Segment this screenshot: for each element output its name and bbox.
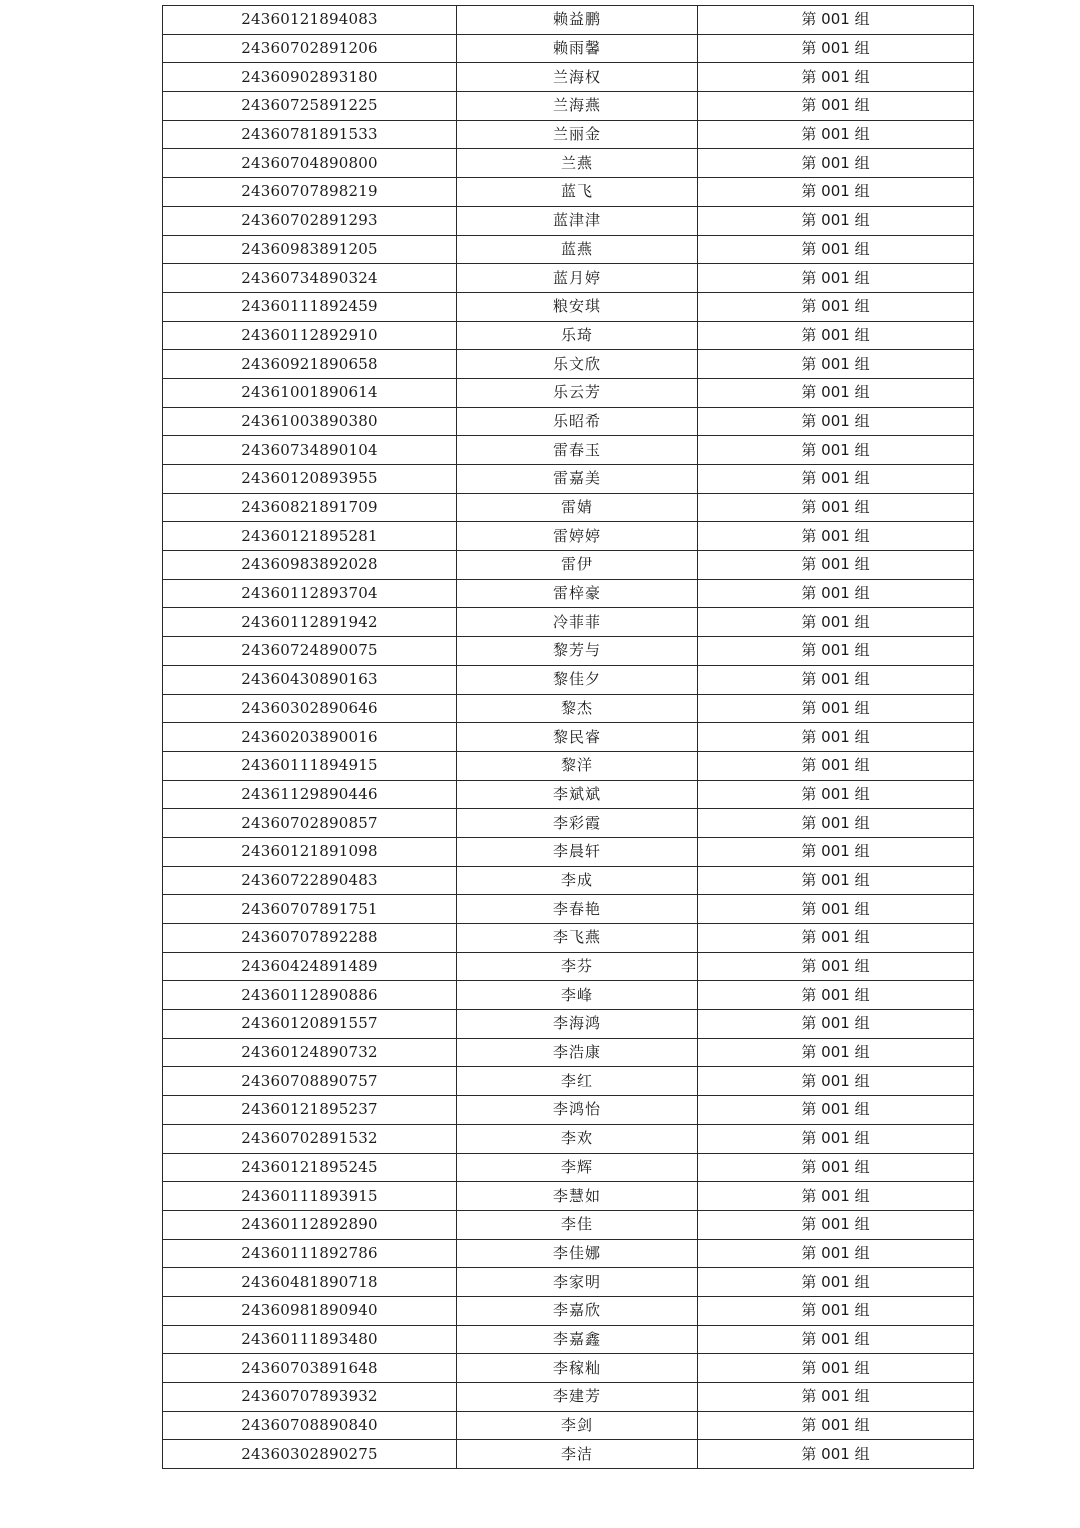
candidate-name-cell: 雷婧 xyxy=(457,493,698,522)
candidate-name-cell: 李嘉鑫 xyxy=(457,1325,698,1354)
group-cell: 第 001 组 xyxy=(698,723,974,752)
group-cell: 第 001 组 xyxy=(698,952,974,981)
candidate-name-cell: 雷婷婷 xyxy=(457,522,698,551)
group-cell: 第 001 组 xyxy=(698,1440,974,1469)
candidate-id-cell: 24360203890016 xyxy=(163,723,457,752)
group-cell: 第 001 组 xyxy=(698,1325,974,1354)
candidate-id-cell: 24360111892459 xyxy=(163,292,457,321)
candidate-name-cell: 李欢 xyxy=(457,1124,698,1153)
candidate-id-cell: 24360734890104 xyxy=(163,436,457,465)
candidate-id-cell: 24360702891532 xyxy=(163,1124,457,1153)
table-row xyxy=(163,1440,974,1469)
group-cell: 第 001 组 xyxy=(698,522,974,551)
group-cell: 第 001 组 xyxy=(698,292,974,321)
group-cell: 第 001 组 xyxy=(698,378,974,407)
candidate-name-cell: 雷春玉 xyxy=(457,436,698,465)
candidate-name-cell: 李红 xyxy=(457,1067,698,1096)
candidate-id-cell: 24360430890163 xyxy=(163,665,457,694)
candidate-id-cell: 24360120891557 xyxy=(163,1010,457,1039)
table-row xyxy=(163,522,974,551)
candidate-name-cell: 李峰 xyxy=(457,981,698,1010)
table-row xyxy=(163,92,974,121)
table-row xyxy=(163,809,974,838)
candidate-name-cell: 蓝飞 xyxy=(457,178,698,207)
group-cell: 第 001 组 xyxy=(698,321,974,350)
candidate-name-cell: 黎洋 xyxy=(457,751,698,780)
table-row xyxy=(163,924,974,953)
table-row xyxy=(163,378,974,407)
candidate-id-cell: 24360704890800 xyxy=(163,149,457,178)
group-cell: 第 001 组 xyxy=(698,608,974,637)
candidate-name-cell: 李晨轩 xyxy=(457,837,698,866)
group-cell: 第 001 组 xyxy=(698,493,974,522)
candidate-name-cell: 兰海权 xyxy=(457,63,698,92)
candidate-id-cell: 24360821891709 xyxy=(163,493,457,522)
candidate-name-cell: 乐文欣 xyxy=(457,350,698,379)
group-cell: 第 001 组 xyxy=(698,1153,974,1182)
candidate-id-cell: 24360121895281 xyxy=(163,522,457,551)
candidate-name-cell: 李嘉欣 xyxy=(457,1296,698,1325)
candidate-name-cell: 蓝燕 xyxy=(457,235,698,264)
table-row xyxy=(163,1411,974,1440)
table-row xyxy=(163,1067,974,1096)
candidate-id-cell: 24360781891533 xyxy=(163,120,457,149)
candidate-name-cell: 乐云芳 xyxy=(457,378,698,407)
candidate-id-cell: 24360111893915 xyxy=(163,1182,457,1211)
roster-sheet xyxy=(162,5,973,1469)
group-cell: 第 001 组 xyxy=(698,1411,974,1440)
candidate-id-cell: 24360921890658 xyxy=(163,350,457,379)
candidate-name-cell: 乐昭希 xyxy=(457,407,698,436)
roster-table xyxy=(162,5,974,1469)
candidate-name-cell: 雷梓豪 xyxy=(457,579,698,608)
candidate-id-cell: 24360120893955 xyxy=(163,465,457,494)
group-cell: 第 001 组 xyxy=(698,178,974,207)
group-cell: 第 001 组 xyxy=(698,866,974,895)
table-row xyxy=(163,551,974,580)
candidate-id-cell: 24360124890732 xyxy=(163,1038,457,1067)
candidate-name-cell: 黎民睿 xyxy=(457,723,698,752)
table-row xyxy=(163,1383,974,1412)
group-cell: 第 001 组 xyxy=(698,1038,974,1067)
candidate-id-cell: 24361001890614 xyxy=(163,378,457,407)
candidate-name-cell: 李佳娜 xyxy=(457,1239,698,1268)
candidate-id-cell: 24360702890857 xyxy=(163,809,457,838)
group-cell: 第 001 组 xyxy=(698,407,974,436)
table-row xyxy=(163,493,974,522)
table-row xyxy=(163,264,974,293)
group-cell: 第 001 组 xyxy=(698,551,974,580)
group-cell: 第 001 组 xyxy=(698,149,974,178)
group-cell: 第 001 组 xyxy=(698,436,974,465)
table-row xyxy=(163,780,974,809)
table-row xyxy=(163,1096,974,1125)
table-row xyxy=(163,292,974,321)
candidate-name-cell: 蓝津津 xyxy=(457,206,698,235)
candidate-id-cell: 24360981890940 xyxy=(163,1296,457,1325)
group-cell: 第 001 组 xyxy=(698,206,974,235)
table-row xyxy=(163,981,974,1010)
group-cell: 第 001 组 xyxy=(698,1239,974,1268)
table-row xyxy=(163,637,974,666)
group-cell: 第 001 组 xyxy=(698,1010,974,1039)
table-row xyxy=(163,723,974,752)
candidate-id-cell: 24360708890757 xyxy=(163,1067,457,1096)
table-row xyxy=(163,436,974,465)
candidate-id-cell: 24360707891751 xyxy=(163,895,457,924)
candidate-name-cell: 李彩霞 xyxy=(457,809,698,838)
candidate-name-cell: 兰燕 xyxy=(457,149,698,178)
candidate-id-cell: 24360111892786 xyxy=(163,1239,457,1268)
table-row xyxy=(163,665,974,694)
table-row xyxy=(163,1296,974,1325)
candidate-id-cell: 24360983891205 xyxy=(163,235,457,264)
candidate-name-cell: 李稼籼 xyxy=(457,1354,698,1383)
table-row xyxy=(163,120,974,149)
candidate-id-cell: 24360724890075 xyxy=(163,637,457,666)
candidate-id-cell: 24361129890446 xyxy=(163,780,457,809)
candidate-name-cell: 李剑 xyxy=(457,1411,698,1440)
candidate-name-cell: 粮安琪 xyxy=(457,292,698,321)
table-row xyxy=(163,34,974,63)
table-row xyxy=(163,1010,974,1039)
candidate-id-cell: 24360112890886 xyxy=(163,981,457,1010)
group-cell: 第 001 组 xyxy=(698,981,974,1010)
group-cell: 第 001 组 xyxy=(698,264,974,293)
candidate-name-cell: 李成 xyxy=(457,866,698,895)
candidate-name-cell: 黎佳夕 xyxy=(457,665,698,694)
candidate-name-cell: 蓝月婷 xyxy=(457,264,698,293)
group-cell: 第 001 组 xyxy=(698,350,974,379)
candidate-name-cell: 李海鸿 xyxy=(457,1010,698,1039)
table-row xyxy=(163,206,974,235)
table-row xyxy=(163,1268,974,1297)
candidate-id-cell: 24360707898219 xyxy=(163,178,457,207)
candidate-name-cell: 李佳 xyxy=(457,1210,698,1239)
group-cell: 第 001 组 xyxy=(698,694,974,723)
table-row xyxy=(163,407,974,436)
candidate-id-cell: 24360902893180 xyxy=(163,63,457,92)
candidate-name-cell: 冷菲菲 xyxy=(457,608,698,637)
table-row xyxy=(163,6,974,35)
table-row xyxy=(163,608,974,637)
group-cell: 第 001 组 xyxy=(698,1354,974,1383)
candidate-id-cell: 24360708890840 xyxy=(163,1411,457,1440)
candidate-name-cell: 兰海燕 xyxy=(457,92,698,121)
candidate-name-cell: 雷伊 xyxy=(457,551,698,580)
candidate-id-cell: 24360702891206 xyxy=(163,34,457,63)
table-row xyxy=(163,149,974,178)
table-row xyxy=(163,1239,974,1268)
group-cell: 第 001 组 xyxy=(698,1383,974,1412)
group-cell: 第 001 组 xyxy=(698,92,974,121)
group-cell: 第 001 组 xyxy=(698,1210,974,1239)
table-row xyxy=(163,465,974,494)
group-cell: 第 001 组 xyxy=(698,1268,974,1297)
candidate-id-cell: 24360121891098 xyxy=(163,837,457,866)
candidate-name-cell: 李辉 xyxy=(457,1153,698,1182)
candidate-id-cell: 24360302890646 xyxy=(163,694,457,723)
candidate-id-cell: 24360707893932 xyxy=(163,1383,457,1412)
group-cell: 第 001 组 xyxy=(698,120,974,149)
candidate-id-cell: 24360112892890 xyxy=(163,1210,457,1239)
candidate-id-cell: 24360112893704 xyxy=(163,579,457,608)
candidate-id-cell: 24360111893480 xyxy=(163,1325,457,1354)
table-row xyxy=(163,1354,974,1383)
table-row xyxy=(163,1153,974,1182)
table-row xyxy=(163,837,974,866)
candidate-id-cell: 24360111894915 xyxy=(163,751,457,780)
group-cell: 第 001 组 xyxy=(698,465,974,494)
table-row xyxy=(163,1182,974,1211)
candidate-id-cell: 24360121895237 xyxy=(163,1096,457,1125)
table-row xyxy=(163,1210,974,1239)
group-cell: 第 001 组 xyxy=(698,63,974,92)
group-cell: 第 001 组 xyxy=(698,6,974,35)
table-row xyxy=(163,751,974,780)
candidate-name-cell: 李家明 xyxy=(457,1268,698,1297)
candidate-name-cell: 李飞燕 xyxy=(457,924,698,953)
table-row xyxy=(163,235,974,264)
table-row xyxy=(163,1325,974,1354)
candidate-id-cell: 24360424891489 xyxy=(163,952,457,981)
candidate-name-cell: 黎杰 xyxy=(457,694,698,723)
candidate-id-cell: 24360481890718 xyxy=(163,1268,457,1297)
table-row xyxy=(163,694,974,723)
roster-table-body xyxy=(163,6,974,1469)
candidate-id-cell: 24360121894083 xyxy=(163,6,457,35)
candidate-name-cell: 雷嘉美 xyxy=(457,465,698,494)
candidate-name-cell: 赖雨馨 xyxy=(457,34,698,63)
candidate-id-cell: 24360702891293 xyxy=(163,206,457,235)
group-cell: 第 001 组 xyxy=(698,837,974,866)
candidate-id-cell: 24360112891942 xyxy=(163,608,457,637)
candidate-name-cell: 李洁 xyxy=(457,1440,698,1469)
group-cell: 第 001 组 xyxy=(698,1067,974,1096)
group-cell: 第 001 组 xyxy=(698,809,974,838)
table-row xyxy=(163,952,974,981)
candidate-name-cell: 李斌斌 xyxy=(457,780,698,809)
table-row xyxy=(163,178,974,207)
candidate-id-cell: 24360302890275 xyxy=(163,1440,457,1469)
candidate-id-cell: 24360112892910 xyxy=(163,321,457,350)
candidate-name-cell: 黎芳与 xyxy=(457,637,698,666)
group-cell: 第 001 组 xyxy=(698,1096,974,1125)
group-cell: 第 001 组 xyxy=(698,34,974,63)
group-cell: 第 001 组 xyxy=(698,235,974,264)
table-row xyxy=(163,321,974,350)
candidate-id-cell: 24360734890324 xyxy=(163,264,457,293)
group-cell: 第 001 组 xyxy=(698,1296,974,1325)
group-cell: 第 001 组 xyxy=(698,924,974,953)
candidate-id-cell: 24360703891648 xyxy=(163,1354,457,1383)
candidate-name-cell: 李慧如 xyxy=(457,1182,698,1211)
group-cell: 第 001 组 xyxy=(698,895,974,924)
table-row xyxy=(163,1124,974,1153)
candidate-id-cell: 24361003890380 xyxy=(163,407,457,436)
group-cell: 第 001 组 xyxy=(698,751,974,780)
table-row xyxy=(163,63,974,92)
candidate-id-cell: 24360983892028 xyxy=(163,551,457,580)
candidate-id-cell: 24360722890483 xyxy=(163,866,457,895)
candidate-name-cell: 赖益鹏 xyxy=(457,6,698,35)
candidate-id-cell: 24360707892288 xyxy=(163,924,457,953)
table-row xyxy=(163,1038,974,1067)
candidate-name-cell: 李建芳 xyxy=(457,1383,698,1412)
table-row xyxy=(163,895,974,924)
candidate-name-cell: 李浩康 xyxy=(457,1038,698,1067)
candidate-name-cell: 李芬 xyxy=(457,952,698,981)
group-cell: 第 001 组 xyxy=(698,579,974,608)
table-row xyxy=(163,579,974,608)
group-cell: 第 001 组 xyxy=(698,1124,974,1153)
candidate-name-cell: 李春艳 xyxy=(457,895,698,924)
group-cell: 第 001 组 xyxy=(698,637,974,666)
group-cell: 第 001 组 xyxy=(698,665,974,694)
candidate-id-cell: 24360121895245 xyxy=(163,1153,457,1182)
group-cell: 第 001 组 xyxy=(698,1182,974,1211)
candidate-name-cell: 李鸿怡 xyxy=(457,1096,698,1125)
candidate-name-cell: 乐琦 xyxy=(457,321,698,350)
group-cell: 第 001 组 xyxy=(698,780,974,809)
candidate-name-cell: 兰丽金 xyxy=(457,120,698,149)
table-row xyxy=(163,866,974,895)
table-row xyxy=(163,350,974,379)
candidate-id-cell: 24360725891225 xyxy=(163,92,457,121)
